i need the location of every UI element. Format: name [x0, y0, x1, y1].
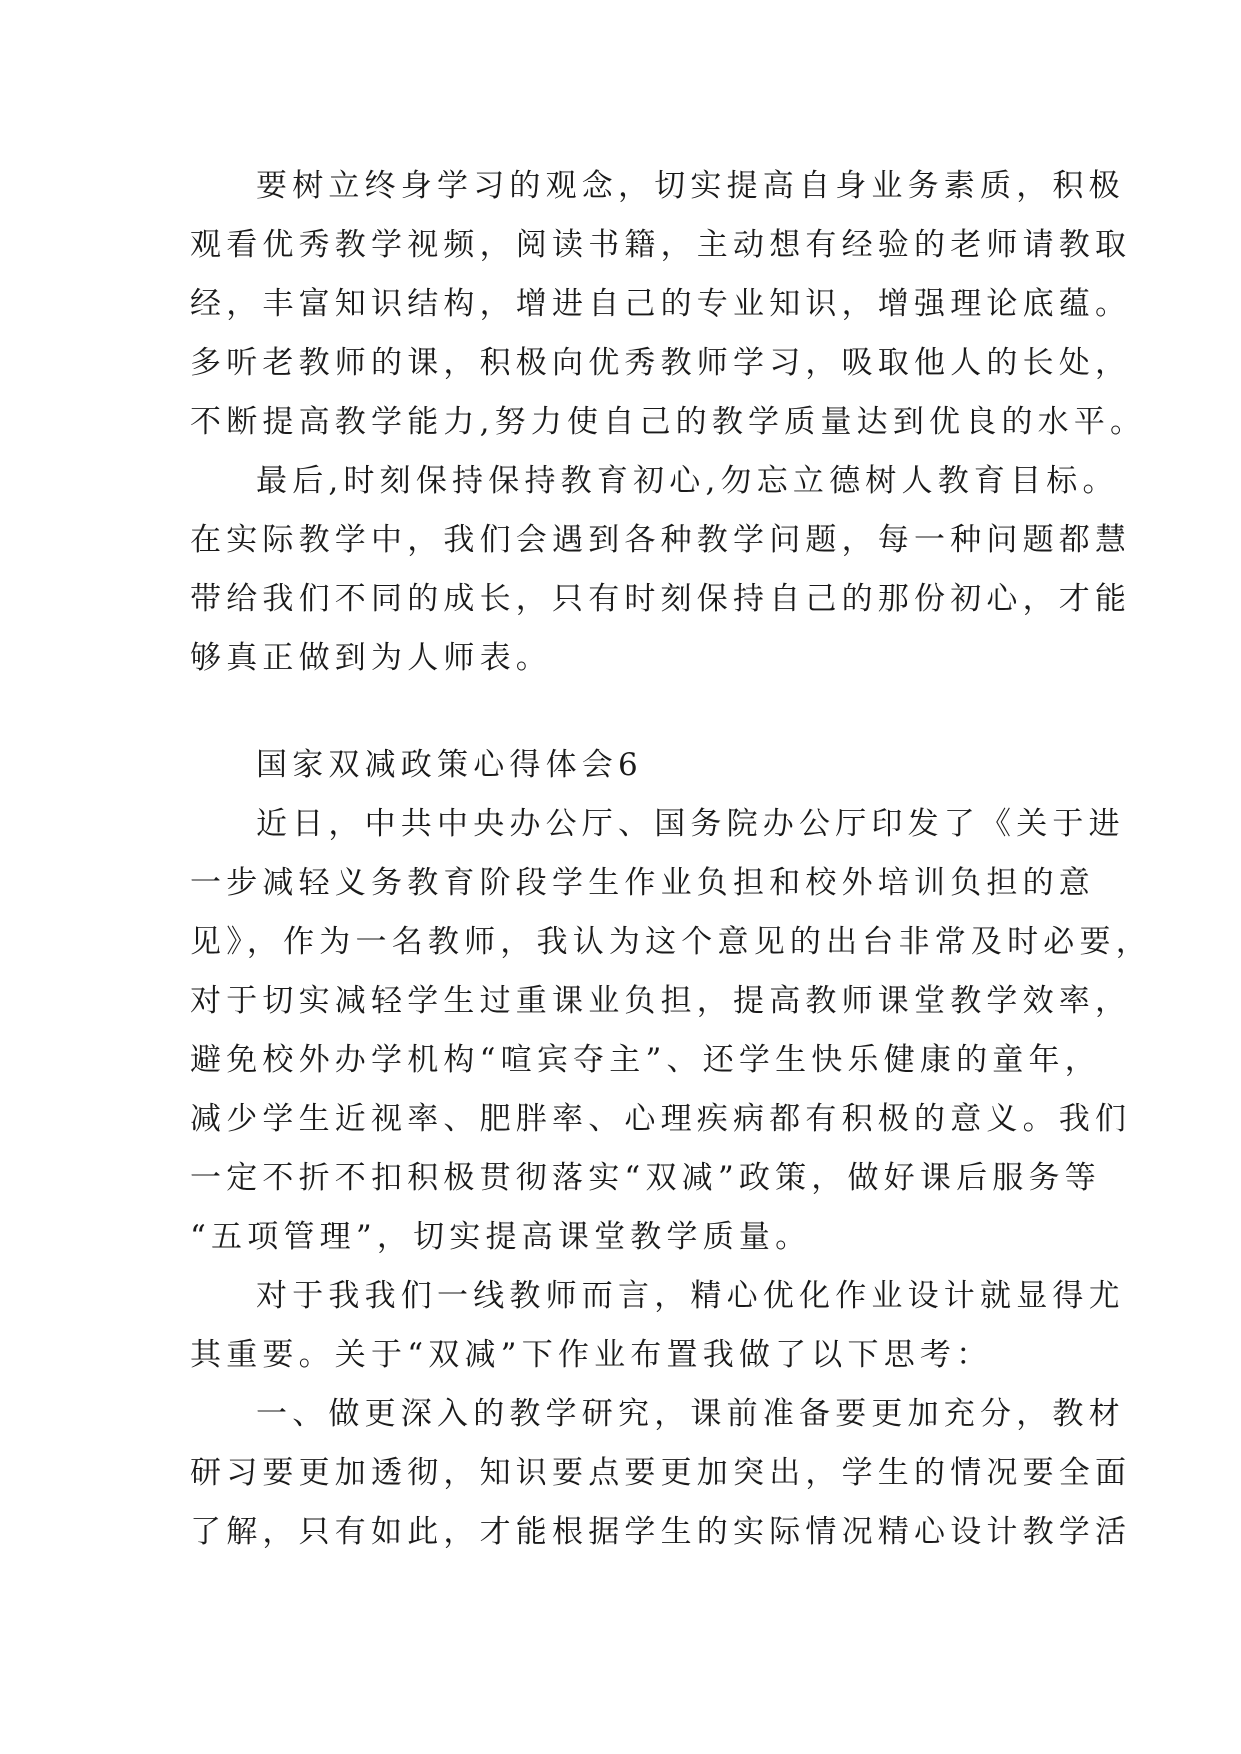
text-line: 够真正做到为人师表。 [190, 640, 552, 676]
text-line: 对于我我们一线教师而言，精心优化作业设计就显得尤 [256, 1278, 1125, 1314]
text-line: 减少学生近视率、肥胖率、心理疾病都有积极的意义。我们 [190, 1101, 1132, 1137]
text-line: 一、做更深入的教学研究，课前准备要更加充分，教材 [256, 1396, 1125, 1432]
text-line: 带给我们不同的成长，只有时刻保持自己的那份初心，才能 [190, 581, 1132, 617]
text-line: 一步减轻义务教育阶段学生作业负担和校外培训负担的意 [190, 865, 1095, 901]
text-line: 观看优秀教学视频，阅读书籍，主动想有经验的老师请教取 [190, 227, 1132, 263]
text-line: “五项管理”，切实提高课堂教学质量。 [190, 1219, 812, 1255]
text-line: 在实际教学中，我们会遇到各种教学问题，每一种问题都慧 [190, 522, 1132, 558]
text-line: 了解，只有如此，才能根据学生的实际情况精心设计教学活 [190, 1514, 1132, 1550]
text-line: 研习要更加透彻，知识要点要更加突出，学生的情况要全面 [190, 1455, 1132, 1491]
text-line: 近日，中共中央办公厅、国务院办公厅印发了《关于进 [256, 806, 1125, 842]
text-line: 其重要。关于“双减”下作业布置我做了以下思考： [190, 1337, 993, 1373]
text-line: 最后,时刻保持保持教育初心,勿忘立德树人教育目标。 [256, 463, 1119, 499]
text-line: 要树立终身学习的观念，切实提高自身业务素质，积极 [256, 168, 1125, 204]
text-line: 对于切实减轻学生过重课业负担，提高教师课堂教学效率， [190, 983, 1132, 1019]
text-line: 避免校外办学机构“喧宾夺主”、还学生快乐健康的童年， [190, 1042, 1101, 1078]
text-line: 经，丰富知识结构，增进自己的专业知识，增强理论底蕴。 [190, 286, 1132, 322]
text-line: 不断提高教学能力,努力使自己的教学质量达到优良的水平。 [190, 404, 1147, 440]
text-line: 一定不折不扣积极贯彻落实“双减”政策，做好课后服务等 [190, 1160, 1101, 1196]
text-line: 多听老教师的课，积极向优秀教师学习，吸取他人的长处， [190, 345, 1132, 381]
section-heading: 国家双减政策心得体会6 [256, 747, 643, 783]
text-line: 见》，作为一名教师，我认为这个意见的出台非常及时必要， [190, 924, 1152, 960]
